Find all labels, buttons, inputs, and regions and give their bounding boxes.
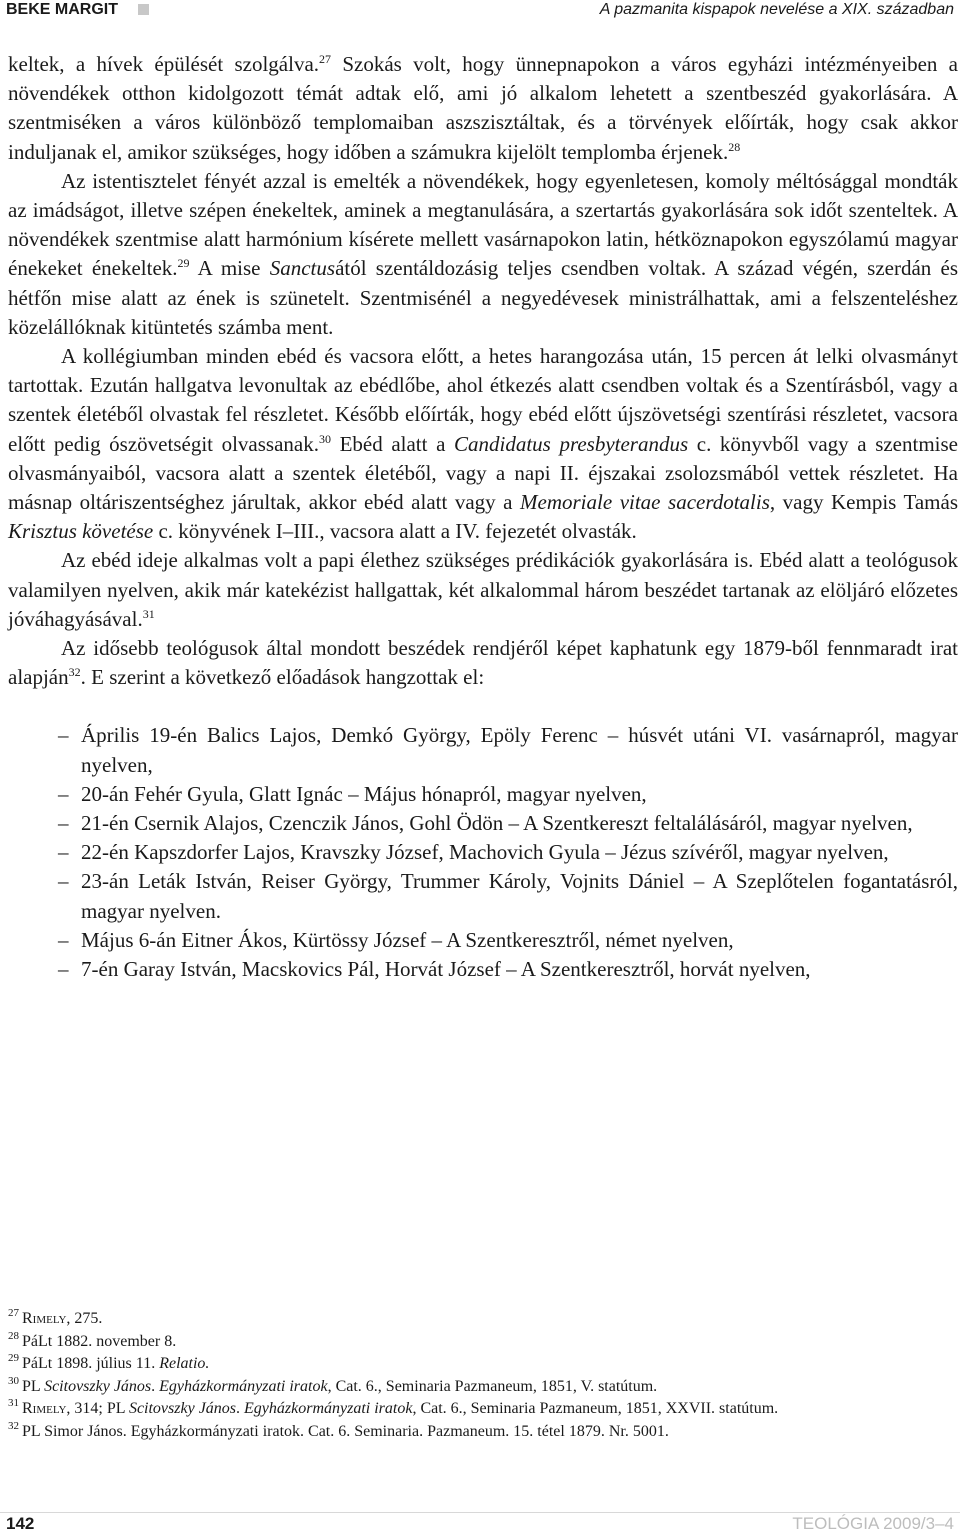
text-run: Az ebéd ideje alkalmas volt a papi élethez szükséges prédikációk gyakorlására is. Ebéd alatt a teológusok valamilyen nyelven, akik már katekézist hallgattak, két alkalommal három beszédet tartanak az elöljáró előzetes jóváhagyásával.	[8, 548, 958, 631]
footer-divider	[0, 1512, 960, 1513]
running-footer	[0, 1514, 960, 1534]
footnote-italic: Egyházkormányzati iratok	[244, 1400, 413, 1417]
footnote-27	[8, 1308, 958, 1331]
list-item	[8, 809, 958, 838]
text-run: A kollégiumban minden ebéd és vacsora előtt, a hetes harangozása után, 15 percen át lelki olvasmányt tartottak. Ezután hallgatva levonultak az ebédlőbe, ahol étkezés alatt csendben voltak és a Szentírásból, vagy a szentek életéből olvastak fel részletet. Később előírták, hogy ebéd előtt újszövetségi szentírási részletet, vacsora előtt pedig ószövetségit olvassanak.	[8, 344, 958, 456]
lecture-list	[8, 721, 958, 984]
running-header	[0, 0, 960, 20]
italic-title: Krisztus követése	[8, 519, 154, 544]
list-item-text: Május 6-án Eitner Ákos, Kürtössy József – A Szentkeresztről, német nyelven,	[81, 927, 734, 952]
header-author: BEKE MARGIT	[6, 1, 118, 18]
text-run: . E szerint a következő előadások hangzottak el:	[80, 665, 485, 690]
text-run: , vagy Kempis Tamás	[769, 490, 958, 515]
paragraph-1	[8, 50, 958, 167]
list-item	[8, 838, 958, 867]
footnote-text: .	[151, 1377, 160, 1395]
paragraph-3	[8, 342, 958, 546]
footnote-ref: 27	[319, 52, 332, 66]
dash-marker: –	[58, 723, 69, 748]
page-number: 142	[6, 1514, 35, 1533]
footnote-ref: 30	[318, 431, 331, 446]
paragraph-2	[8, 167, 958, 342]
text-run: c. könyvének I–III., vacsora alatt a IV. fejezetét olvasták.	[153, 519, 637, 544]
footnote-text: , 314; PL	[66, 1400, 129, 1417]
footnote-number: 30	[8, 1374, 19, 1387]
text-run: Szokás volt, hogy ünnepnapokon a város egyházi intézményeiben a növendékek otthon kidolgozott témát adtak elő, ami jó alkalom lehetett a szentbeszéd gyakorlására. A szentmiséken a város különböző templomaiban aszszisztáltak, és a törvények előírták, hogy csak akkor induljanak el, amikor szükséges, hogy időben a számukra kijelölt templomba érjenek.	[8, 52, 958, 164]
footnote-ref: 32	[68, 665, 81, 680]
footnote-number: 31	[8, 1397, 19, 1409]
footnote-30	[8, 1376, 958, 1399]
dash-marker: –	[58, 957, 69, 982]
list-item-text: 23-án Leták István, Reiser György, Trummer Károly, Vojnits Dániel – A Szeplőtelen fogantatásról, magyar nyelven.	[81, 869, 958, 923]
text-run: Az idősebb teológusok által mondott beszédek rendjéről képet kaphatunk egy 1879-ből fennmaradt irat alapján	[8, 636, 958, 690]
list-item	[8, 780, 958, 809]
list-item-text: 20-án Fehér Gyula, Glatt Ignác – Május hónapról, magyar nyelven,	[81, 781, 647, 806]
text-run: ától szentáldozásig teljes csendben voltak. A század végén, szerdán és hétfőn mise alatt az ének is szünetelt. Szentmisénél a negyedévesek ministrálhattak, ami a felszenteléshez közelállóknak kitüntetés számba ment.	[8, 256, 959, 339]
italic-term: Sanctus	[269, 256, 336, 281]
footnote-text: PáLt 1882. november 8.	[22, 1332, 177, 1350]
italic-title: Memoriale vitae sacerdotalis	[520, 490, 770, 515]
footnote-ref: 29	[177, 256, 190, 271]
header-title: A pazmanita kispapok nevelése a XIX. században	[599, 1, 954, 18]
dash-marker: –	[58, 840, 69, 865]
footnote-text: PL Simor János. Egyházkormányzati iratok. Cat. 6. Seminaria. Pazmaneum. 15. tétel 1879. Nr. 5001.	[22, 1422, 669, 1440]
footnote-author: Rimely	[22, 1310, 67, 1327]
footnote-italic: Relatio.	[159, 1355, 210, 1372]
footnote-29	[8, 1353, 958, 1376]
footnote-32	[8, 1421, 958, 1444]
text-run: Az istentisztelet fényét azzal is emelték a növendékek, hogy egyenletesen, komoly méltósággal mondták az imádságot, illetve szépen énekeltek, aminek a megtanulására, a szertartás gyakorlására sok időt szenteltek. A növendékek szentmise alatt harmónium kísérete mellett vasárnapokon latin, hétköznapokon egyszólamú magyar énekeket énekeltek.	[8, 168, 958, 281]
main-text	[8, 50, 958, 984]
footnote-text: , Cat. 6., Seminaria Pazmaneum, 1851, V. statútum.	[327, 1377, 658, 1395]
list-item-text: 21-én Csernik Alajos, Czenczik János, Gohl Ödön – A Szentkereszt feltalálásáról, magyar nyelven,	[81, 811, 913, 836]
footnote-ref: 31	[142, 606, 155, 621]
paragraph-5	[8, 634, 958, 692]
footnote-italic: Egyházkormányzati iratok	[159, 1377, 328, 1395]
text-run: Ebéd alatt a	[330, 431, 454, 456]
footnotes	[8, 1308, 958, 1443]
footnote-text: , Cat. 6., Seminaria Pazmaneum, 1851, XXVII. statútum.	[412, 1400, 779, 1417]
list-item	[8, 721, 958, 779]
journal-name: TEOLÓGIA 2009/3–4	[792, 1514, 954, 1533]
footnote-text: .	[236, 1400, 245, 1417]
text-run: c. könyvből vagy a szentmise olvasmányaiból, vacsora alatt a szentek életéből, vagy a napi II. éjszakai zsolozsmából vettek részletet. Ha másnap oltáriszentséghez járultak, akkor ebéd alatt vagy a	[8, 431, 959, 515]
list-item-text: 22-én Kapszdorfer Lajos, Kravszky József, Machovich Gyula – Jézus szívéről, magyar nyelven,	[81, 840, 889, 865]
footnote-number: 32	[8, 1419, 19, 1432]
footnote-ref: 28	[728, 139, 741, 154]
footnote-author: Rimely	[22, 1400, 67, 1417]
footnote-text: , 275.	[66, 1310, 103, 1327]
footnote-28	[8, 1331, 958, 1354]
header-separator-square	[138, 4, 149, 15]
dash-marker: –	[58, 811, 69, 836]
footnote-text: PáLt 1898. július 11.	[22, 1355, 160, 1372]
footnote-italic: Scitovszky János	[44, 1377, 152, 1395]
text-run: A mise	[189, 256, 270, 281]
footnote-italic: Scitovszky János	[128, 1400, 237, 1417]
text-run: keltek, a hívek épülését szolgálva.	[8, 52, 320, 76]
footnote-number: 27	[8, 1307, 19, 1319]
footnote-number: 28	[8, 1329, 19, 1342]
dash-marker: –	[58, 927, 69, 952]
dash-marker: –	[58, 781, 69, 806]
list-item	[8, 867, 958, 925]
paragraph-4	[8, 546, 958, 634]
footnote-text: PL	[22, 1377, 45, 1395]
list-item	[8, 926, 958, 955]
list-item-text: 7-én Garay István, Macskovics Pál, Horvát József – A Szentkeresztről, horvát nyelven,	[81, 957, 811, 982]
italic-title: Candidatus presbyterandus	[454, 431, 689, 456]
list-item	[8, 955, 958, 984]
dash-marker: –	[58, 869, 69, 894]
footnote-31	[8, 1398, 958, 1421]
list-item-text: Április 19-én Balics Lajos, Demkó György, Epöly Ferenc – húsvét utáni VI. vasárnapról, magyar nyelven,	[81, 723, 958, 777]
footnote-number: 29	[8, 1352, 19, 1364]
